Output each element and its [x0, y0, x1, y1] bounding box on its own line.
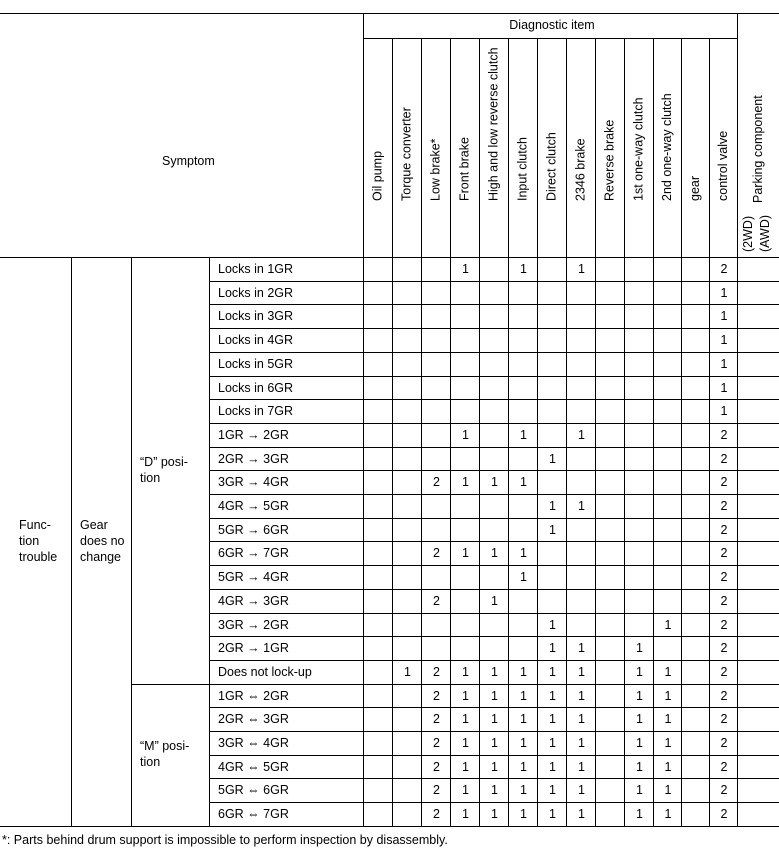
cell-value: 1	[720, 286, 728, 300]
column-header: High and low reverse clutch	[486, 47, 501, 201]
cell-value: 1	[664, 783, 672, 797]
cell-value: 1	[549, 712, 556, 726]
cell-value: 2	[433, 760, 440, 774]
cell-value: 2	[433, 546, 440, 560]
cell-value: 1	[578, 641, 585, 655]
group-function-trouble-line3: trouble	[19, 550, 58, 564]
cell-value: 1	[462, 783, 469, 797]
column-header: 2346 brake	[573, 138, 588, 201]
cell-value: 1	[664, 807, 672, 821]
cell-value: 1	[636, 665, 643, 679]
cell-value: 1	[491, 712, 498, 726]
cell-value: 1	[578, 689, 585, 703]
cell-value: 1	[549, 523, 556, 537]
cell-value: 1	[720, 381, 728, 395]
cell-value: 1	[491, 689, 498, 703]
cell-value: 1	[664, 736, 672, 750]
cell-value: 1	[578, 499, 585, 513]
cell-value: 1	[720, 404, 728, 418]
cell-value: 1	[578, 712, 585, 726]
cell-value: 1	[462, 760, 469, 774]
row-label: Does not lock-up	[218, 665, 312, 679]
cell-value: 1	[664, 760, 672, 774]
cell-value: 1	[549, 689, 556, 703]
row-label: 6GR ⇔ 7GR	[218, 807, 289, 821]
row-label: 3GR → 4GR	[218, 475, 289, 489]
table-row	[218, 499, 728, 513]
row-label: Locks in 5GR	[218, 357, 294, 371]
cell-value: 1	[520, 262, 527, 276]
cell-value: 1	[491, 807, 498, 821]
group-m-position-line2: tion	[140, 755, 161, 769]
cell-value: 1	[520, 807, 527, 821]
row-label: 5GR → 6GR	[218, 523, 289, 537]
cell-value: 1	[578, 262, 585, 276]
table-row	[218, 309, 728, 323]
cell-value: 2	[720, 546, 728, 560]
cell-value: 1	[549, 807, 556, 821]
table-row	[218, 381, 728, 395]
column-header: Direct clutch	[544, 132, 559, 201]
parking-sub-2wd: (2WD)	[741, 215, 755, 252]
cell-value: 2	[720, 783, 728, 797]
cell-value: 1	[520, 712, 527, 726]
column-headers	[371, 47, 766, 203]
cell-value: 1	[404, 665, 411, 679]
column-header: Front brake	[457, 137, 472, 201]
row-label: Locks in 7GR	[218, 404, 294, 418]
cell-value: 1	[520, 783, 527, 797]
cell-value: 1	[491, 736, 498, 750]
group-function-trouble-line2: tion	[19, 534, 40, 548]
row-label: 2GR ⇔ 3GR	[218, 712, 289, 726]
table-row	[218, 523, 728, 537]
symptom-header: Symptom	[162, 154, 215, 168]
cell-value: 1	[462, 689, 469, 703]
table-row	[218, 807, 728, 821]
column-header: 2nd one-way clutch	[660, 93, 674, 201]
table-row	[218, 689, 728, 703]
cell-value: 2	[720, 641, 728, 655]
cell-value: 1	[520, 736, 527, 750]
row-label: 4GR → 3GR	[218, 594, 289, 608]
column-header: control valve	[716, 130, 730, 201]
cell-value: 1	[462, 428, 469, 442]
row-label: 5GR → 4GR	[218, 570, 289, 584]
cell-value: 1	[462, 736, 469, 750]
column-header: 1st one-way clutch	[631, 97, 646, 201]
cell-value: 1	[636, 760, 643, 774]
cell-value: 1	[491, 475, 498, 489]
table-row	[218, 286, 728, 300]
cell-value: 2	[433, 736, 440, 750]
cell-value: 1	[549, 665, 556, 679]
cell-value: 1	[720, 333, 728, 347]
diagnostic-item-header: Diagnostic item	[509, 18, 595, 32]
row-label: 1GR → 2GR	[218, 428, 289, 442]
cell-value: 2	[720, 807, 728, 821]
table-row	[218, 475, 728, 489]
cell-value: 1	[578, 783, 585, 797]
cell-value: 1	[636, 783, 643, 797]
row-label: Locks in 1GR	[218, 262, 294, 276]
cell-value: 1	[636, 689, 643, 703]
group-gear-no-change	[80, 518, 125, 564]
cell-value: 1	[491, 546, 498, 560]
group-function-trouble	[19, 518, 57, 564]
cell-value: 1	[491, 594, 498, 608]
table-row	[218, 404, 728, 418]
cell-value: 2	[720, 689, 728, 703]
cell-value: 1	[549, 499, 556, 513]
row-label: 4GR ⇔ 5GR	[218, 760, 289, 774]
cell-value: 1	[520, 665, 527, 679]
row-label: Locks in 4GR	[218, 333, 294, 347]
cell-value: 1	[549, 760, 556, 774]
cell-value: 2	[720, 712, 728, 726]
cell-value: 2	[433, 689, 440, 703]
cell-value: 1	[520, 475, 527, 489]
group-m-position	[140, 739, 189, 769]
cell-value: 2	[433, 594, 440, 608]
table-row	[218, 570, 728, 584]
cell-value: 1	[491, 665, 498, 679]
column-header: Torque converter	[399, 107, 414, 201]
cell-value: 2	[433, 807, 440, 821]
cell-value: 2	[433, 783, 440, 797]
cell-value: 2	[720, 262, 728, 276]
cell-value: 2	[433, 712, 440, 726]
column-header: Parking component	[751, 95, 765, 203]
row-label: 4GR → 5GR	[218, 499, 289, 513]
cell-value: 1	[636, 807, 643, 821]
table-row	[218, 736, 728, 750]
cell-value: 1	[664, 712, 672, 726]
cell-value: 1	[636, 641, 643, 655]
row-label: 3GR ⇔ 4GR	[218, 736, 289, 750]
cell-value: 1	[636, 712, 643, 726]
row-label: Locks in 3GR	[218, 309, 294, 323]
cell-value: 2	[720, 475, 728, 489]
cell-value: 1	[578, 736, 585, 750]
table-row	[218, 712, 728, 726]
table-row	[218, 783, 728, 797]
cell-value: 1	[664, 689, 672, 703]
row-label: 2GR → 3GR	[218, 452, 289, 466]
cell-value: 2	[433, 475, 440, 489]
table-row	[218, 428, 728, 442]
group-d-position-line1: “D” posi-	[140, 455, 188, 469]
cell-value: 1	[578, 807, 585, 821]
group-d-position	[140, 455, 188, 485]
cell-value: 1	[720, 357, 728, 371]
cell-value: 1	[520, 689, 527, 703]
cell-value: 1	[462, 546, 469, 560]
cell-value: 1	[664, 665, 672, 679]
cell-value: 2	[720, 499, 728, 513]
cell-value: 2	[433, 665, 440, 679]
cell-value: 1	[520, 760, 527, 774]
cell-value: 1	[491, 783, 498, 797]
group-gear-line3: change	[80, 550, 122, 564]
cell-value: 1	[462, 807, 469, 821]
footnote: *: Parts behind drum support is impossible to perform inspection by disassembly.	[2, 833, 448, 847]
cell-value: 1	[578, 665, 585, 679]
table-row	[218, 333, 728, 347]
table-row	[218, 357, 728, 371]
table-row	[218, 262, 728, 276]
cell-value: 1	[549, 618, 556, 632]
cell-value: 1	[636, 736, 643, 750]
column-header: Reverse brake	[602, 119, 617, 201]
group-function-trouble-line1: Func-	[19, 518, 51, 532]
cell-value: 1	[462, 475, 469, 489]
cell-value: 1	[664, 618, 672, 632]
row-label: 5GR ⇔ 6GR	[218, 783, 289, 797]
cell-value: 1	[520, 428, 527, 442]
cell-value: 2	[720, 618, 728, 632]
cell-value: 1	[549, 736, 556, 750]
row-label: 6GR → 7GR	[218, 546, 289, 560]
group-m-position-line1: “M” posi-	[140, 739, 190, 753]
cell-value: 2	[720, 760, 728, 774]
table-row	[218, 594, 728, 608]
cell-value: 2	[720, 428, 728, 442]
column-header: Oil pump	[370, 150, 385, 201]
cell-value: 1	[549, 452, 556, 466]
cell-value: 1	[720, 309, 728, 323]
cell-value: 1	[578, 428, 585, 442]
group-d-position-line2: tion	[140, 471, 161, 485]
group-gear-line2: does no	[80, 534, 125, 548]
cell-value: 2	[720, 594, 728, 608]
column-header: Low brake*	[428, 138, 443, 201]
row-label: 3GR → 2GR	[218, 618, 289, 632]
table-row	[218, 546, 728, 560]
row-label: Locks in 2GR	[218, 286, 294, 300]
cell-value: 1	[549, 641, 556, 655]
cell-value: 1	[462, 665, 469, 679]
cell-value: 1	[520, 570, 527, 584]
cell-value: 1	[462, 712, 469, 726]
table-row	[218, 760, 728, 774]
cell-value: 2	[720, 523, 728, 537]
cell-value: 1	[549, 783, 556, 797]
group-gear-line1: Gear	[80, 518, 108, 532]
parking-sub-awd: (AWD)	[758, 214, 772, 252]
table-row	[218, 665, 728, 679]
cell-value: 2	[720, 570, 728, 584]
table-row	[218, 618, 728, 632]
column-header: Input clutch	[515, 137, 530, 201]
row-label: Locks in 6GR	[218, 381, 294, 395]
cell-value: 2	[720, 452, 728, 466]
cell-value: 2	[720, 736, 728, 750]
table-row	[218, 641, 728, 655]
cell-value: 1	[491, 760, 498, 774]
row-label: 2GR → 1GR	[218, 641, 289, 655]
column-header: gear	[688, 175, 702, 201]
cell-value: 1	[520, 546, 527, 560]
cell-value: 1	[578, 760, 585, 774]
row-label: 1GR ⇔ 2GR	[218, 689, 289, 703]
table-row	[218, 452, 728, 466]
cell-value: 1	[462, 262, 469, 276]
cell-value: 2	[720, 665, 728, 679]
